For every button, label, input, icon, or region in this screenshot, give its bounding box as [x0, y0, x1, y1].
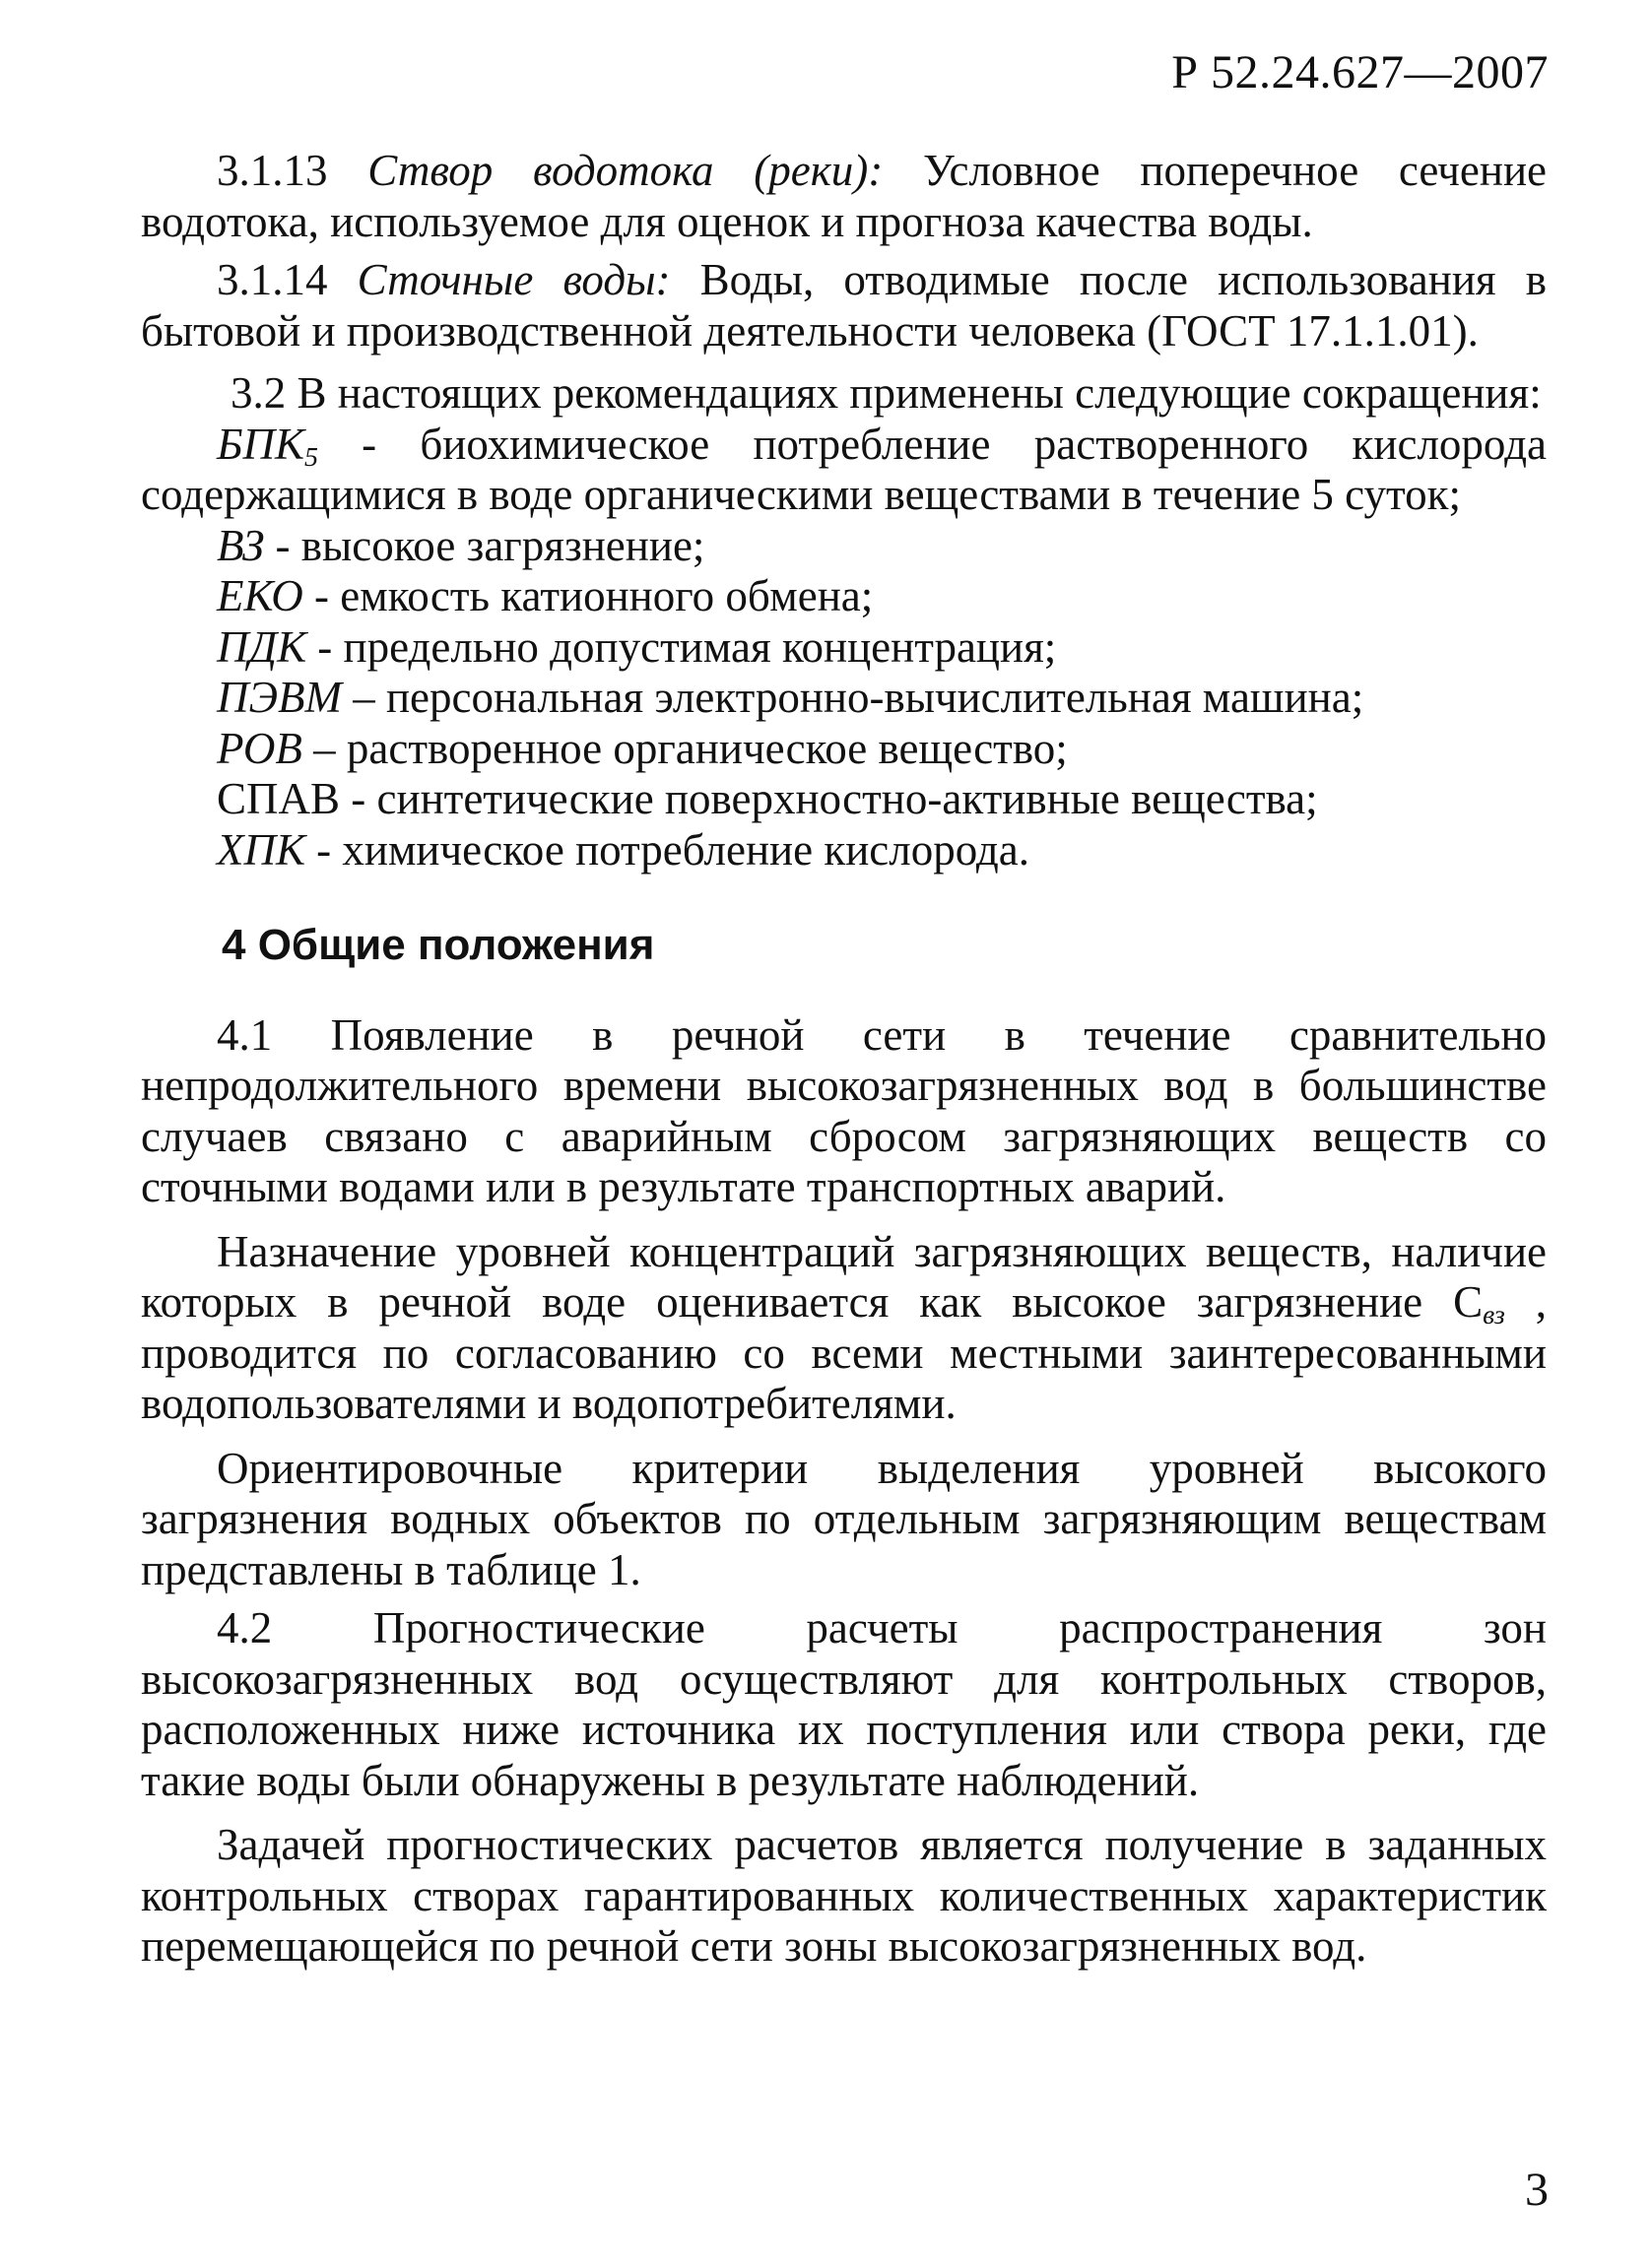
definition-text: Условное поперечное сечение водотока, используемое для оценок и прогноза качества воды. [141, 146, 1547, 246]
page-content [141, 146, 1547, 1973]
abbreviation-text: синтетические поверхностно-активные вещества; [376, 774, 1318, 823]
paragraph-designation: Назначение уровней концентраций загрязняющих веществ, наличие которых в речной воде оценивается как высокое загрязнение $C_{вз}$ , проводится по согласованию со всеми местными заинтересованными водопользователями и водопотребителями. [141, 1226, 1548, 1428]
definition-term: Сточные воды: [357, 255, 671, 304]
definition-term: Створ водотока (реки): [367, 146, 884, 195]
abbreviation-text: предельно допустимая концентрация; [343, 621, 1057, 672]
definition-3-1-13 [141, 146, 1547, 247]
paragraph-criteria: Ориентировочные критерии выделения уровней высокого загрязнения водных объектов по отдельным загрязняющим веществам представлены в таблице 1. [141, 1443, 1547, 1594]
abbreviation-key: $БПК_5$ [217, 419, 318, 473]
abbreviation-key: ВЗ [217, 520, 265, 570]
abbreviation-key: ПЭВМ [217, 673, 342, 722]
abbreviation-item: ХПК - химическое потребление кислорода. [217, 824, 1030, 875]
paragraph-4-1: 4.1 Появление в речной сети в течение сравнительно непродолжительного времени высокозагрязненных вод в большинстве случаев связано с аварийным сбросом загрязняющих веществ со сточными водами или в результате транспортных аварий. [141, 1009, 1547, 1211]
abbreviation-item: $БПК_5$ - биохимическое потребление растворенного кислорода содержащимися в воде органическими веществами в течение 5 суток; [141, 419, 1547, 519]
abbreviation-text: персональная электронно-вычислительная машина; [385, 673, 1364, 722]
abbreviation-item: РОВ – растворенное органическое вещество; [217, 723, 1068, 773]
definition-number: 3.1.13 [217, 146, 328, 195]
abbreviation-text: растворенное органическое вещество; [346, 723, 1068, 773]
abbreviation-item: СПАВ - синтетические поверхностно-активные вещества; [217, 774, 1318, 823]
document-code: Р 52.24.627—2007 [1171, 46, 1549, 98]
abbreviation-key: ЕКО [217, 571, 303, 620]
section-heading: 4 Общие положения [222, 921, 655, 969]
definition-number: 3.1.14 [217, 255, 328, 304]
abbreviation-key: РОВ [217, 723, 302, 773]
definition-3-1-14 [141, 255, 1547, 356]
paragraph-4-2: 4.2 Прогностические расчеты распространения зон высокозагрязненных вод осуществляют для контрольных створов, расположенных ниже источника их поступления или створа реки, где такие воды были обнаружены в результате наблюдений. [141, 1603, 1547, 1805]
abbreviation-text: биохимическое потребление растворенного кислорода содержащимися в воде органическими веществами в течение 5 суток; [141, 419, 1547, 519]
symbol-subscript: вз [1483, 1299, 1505, 1330]
abbreviation-key: СПАВ [217, 774, 341, 823]
abbreviation-item: ЕКО - емкость катионного обмена; [217, 571, 874, 620]
abbreviation-item: ПЭВМ – персональная электронно-вычислительная машина; [217, 673, 1364, 722]
abbreviation-key: ХПК [217, 824, 305, 875]
abbreviations-intro: 3.2 В настоящих рекомендациях применены следующие сокращения: [231, 368, 1542, 418]
abbreviation-text: емкость катионного обмена; [340, 571, 874, 620]
abbreviation-key: ПДК [217, 621, 307, 672]
paragraph-task: Задачей прогностических расчетов является получение в заданных контрольных створах гарантированных количественных характеристик перемещающейся по речной сети зоны высокозагрязненных вод. [141, 1820, 1547, 1971]
abbreviation-text: высокое загрязнение; [300, 520, 705, 570]
definition-text: Воды, отводимые после использования в бытовой и производственной деятельности человека (ГОСТ 17.1.1.01). [141, 255, 1547, 356]
page-number: 3 [1525, 2164, 1549, 2216]
abbreviation-item: ПДК - предельно допустимая концентрация; [217, 621, 1057, 672]
abbreviation-item: ВЗ - высокое загрязнение; [217, 520, 705, 570]
abbreviation-text: химическое потребление кислорода. [342, 824, 1030, 875]
